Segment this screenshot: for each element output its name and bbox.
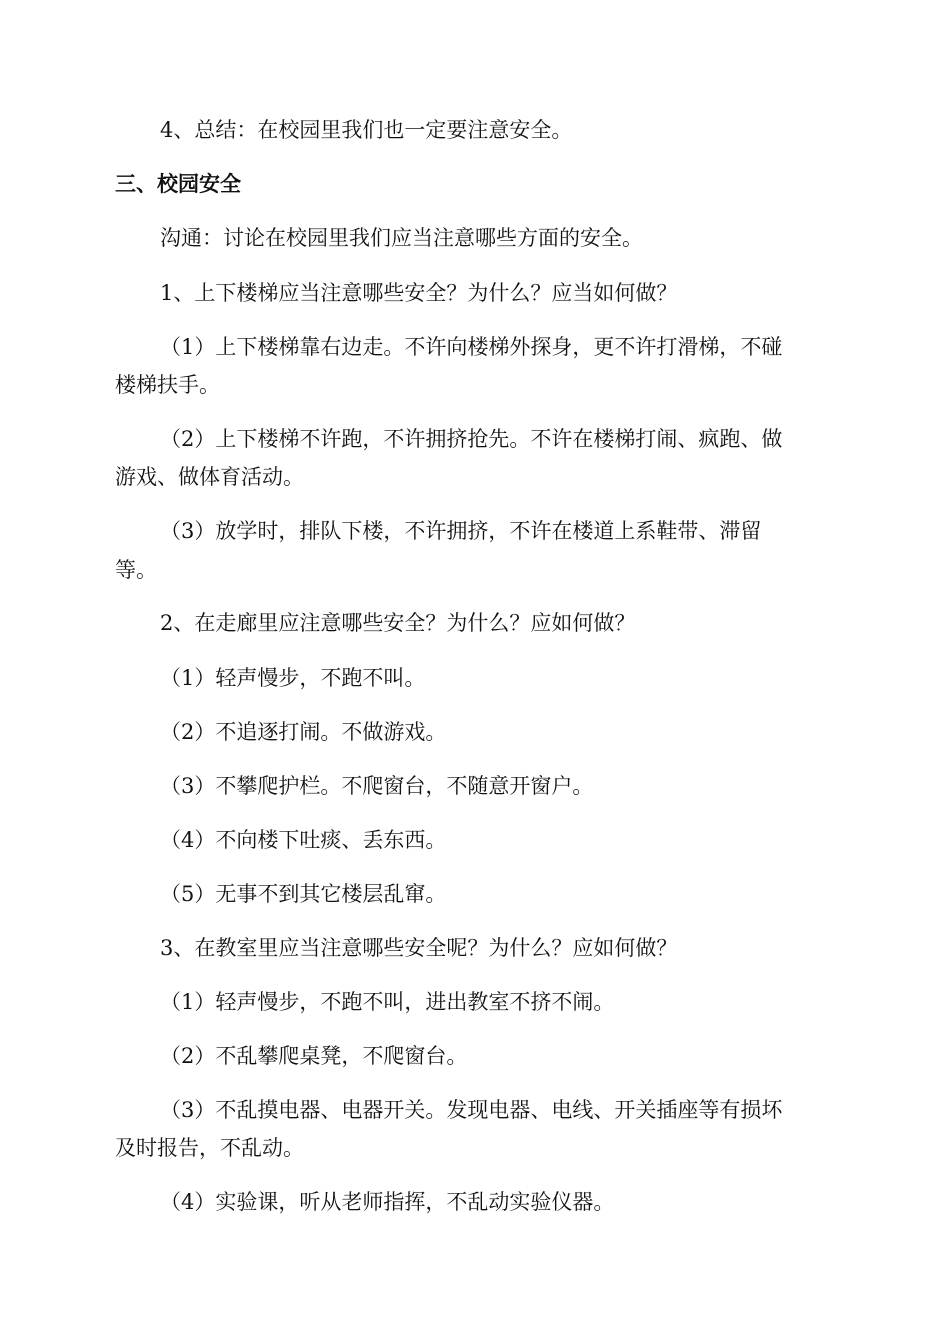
q2-item-1: （1）轻声慢步，不跑不叫。 <box>160 666 426 690</box>
q3-item-2: （2）不乱攀爬桌凳，不爬窗台。 <box>160 1044 468 1068</box>
q1-item-1-line-1: （1）上下楼梯靠右边走。不许向楼梯外探身，更不许打滑梯，不碰 <box>160 335 783 359</box>
q3-item-4: （4）实验课，听从老师指挥，不乱动实验仪器。 <box>160 1190 615 1214</box>
q3-item-1: （1）轻声慢步，不跑不叫，进出教室不挤不闹。 <box>160 990 615 1014</box>
section-heading: 三、校园安全 <box>115 172 241 196</box>
question-2-title: 2、在走廊里应注意哪些安全？为什么？应如何做？ <box>160 611 636 635</box>
q1-item-3-line-2: 等。 <box>115 558 157 582</box>
question-3-title: 3、在教室里应当注意哪些安全呢？为什么？应如何做？ <box>160 936 678 960</box>
q2-item-2: （2）不追逐打闹。不做游戏。 <box>160 720 447 744</box>
q1-item-3-line-1: （3）放学时，排队下楼，不许拥挤，不许在楼道上系鞋带、滞留 <box>160 519 762 543</box>
question-1-title: 1、上下楼梯应当注意哪些安全？为什么？应当如何做？ <box>160 281 678 305</box>
q1-item-2-line-1: （2）上下楼梯不许跑，不许拥挤抢先。不许在楼梯打闹、疯跑、做 <box>160 427 783 451</box>
q2-item-5: （5）无事不到其它楼层乱窜。 <box>160 882 447 906</box>
q2-item-3: （3）不攀爬护栏。不爬窗台，不随意开窗户。 <box>160 774 594 798</box>
q2-item-4: （4）不向楼下吐痰、丢东西。 <box>160 828 447 852</box>
q1-item-1-line-2: 楼梯扶手。 <box>115 373 220 397</box>
summary-paragraph: 4、总结：在校园里我们也一定要注意安全。 <box>160 118 573 142</box>
q1-item-2-line-2: 游戏、做体育活动。 <box>115 465 304 489</box>
q3-item-3-line-2: 及时报告，不乱动。 <box>115 1136 304 1160</box>
intro-paragraph: 沟通：讨论在校园里我们应当注意哪些方面的安全。 <box>160 226 643 250</box>
q3-item-3-line-1: （3）不乱摸电器、电器开关。发现电器、电线、开关插座等有损坏 <box>160 1098 783 1122</box>
